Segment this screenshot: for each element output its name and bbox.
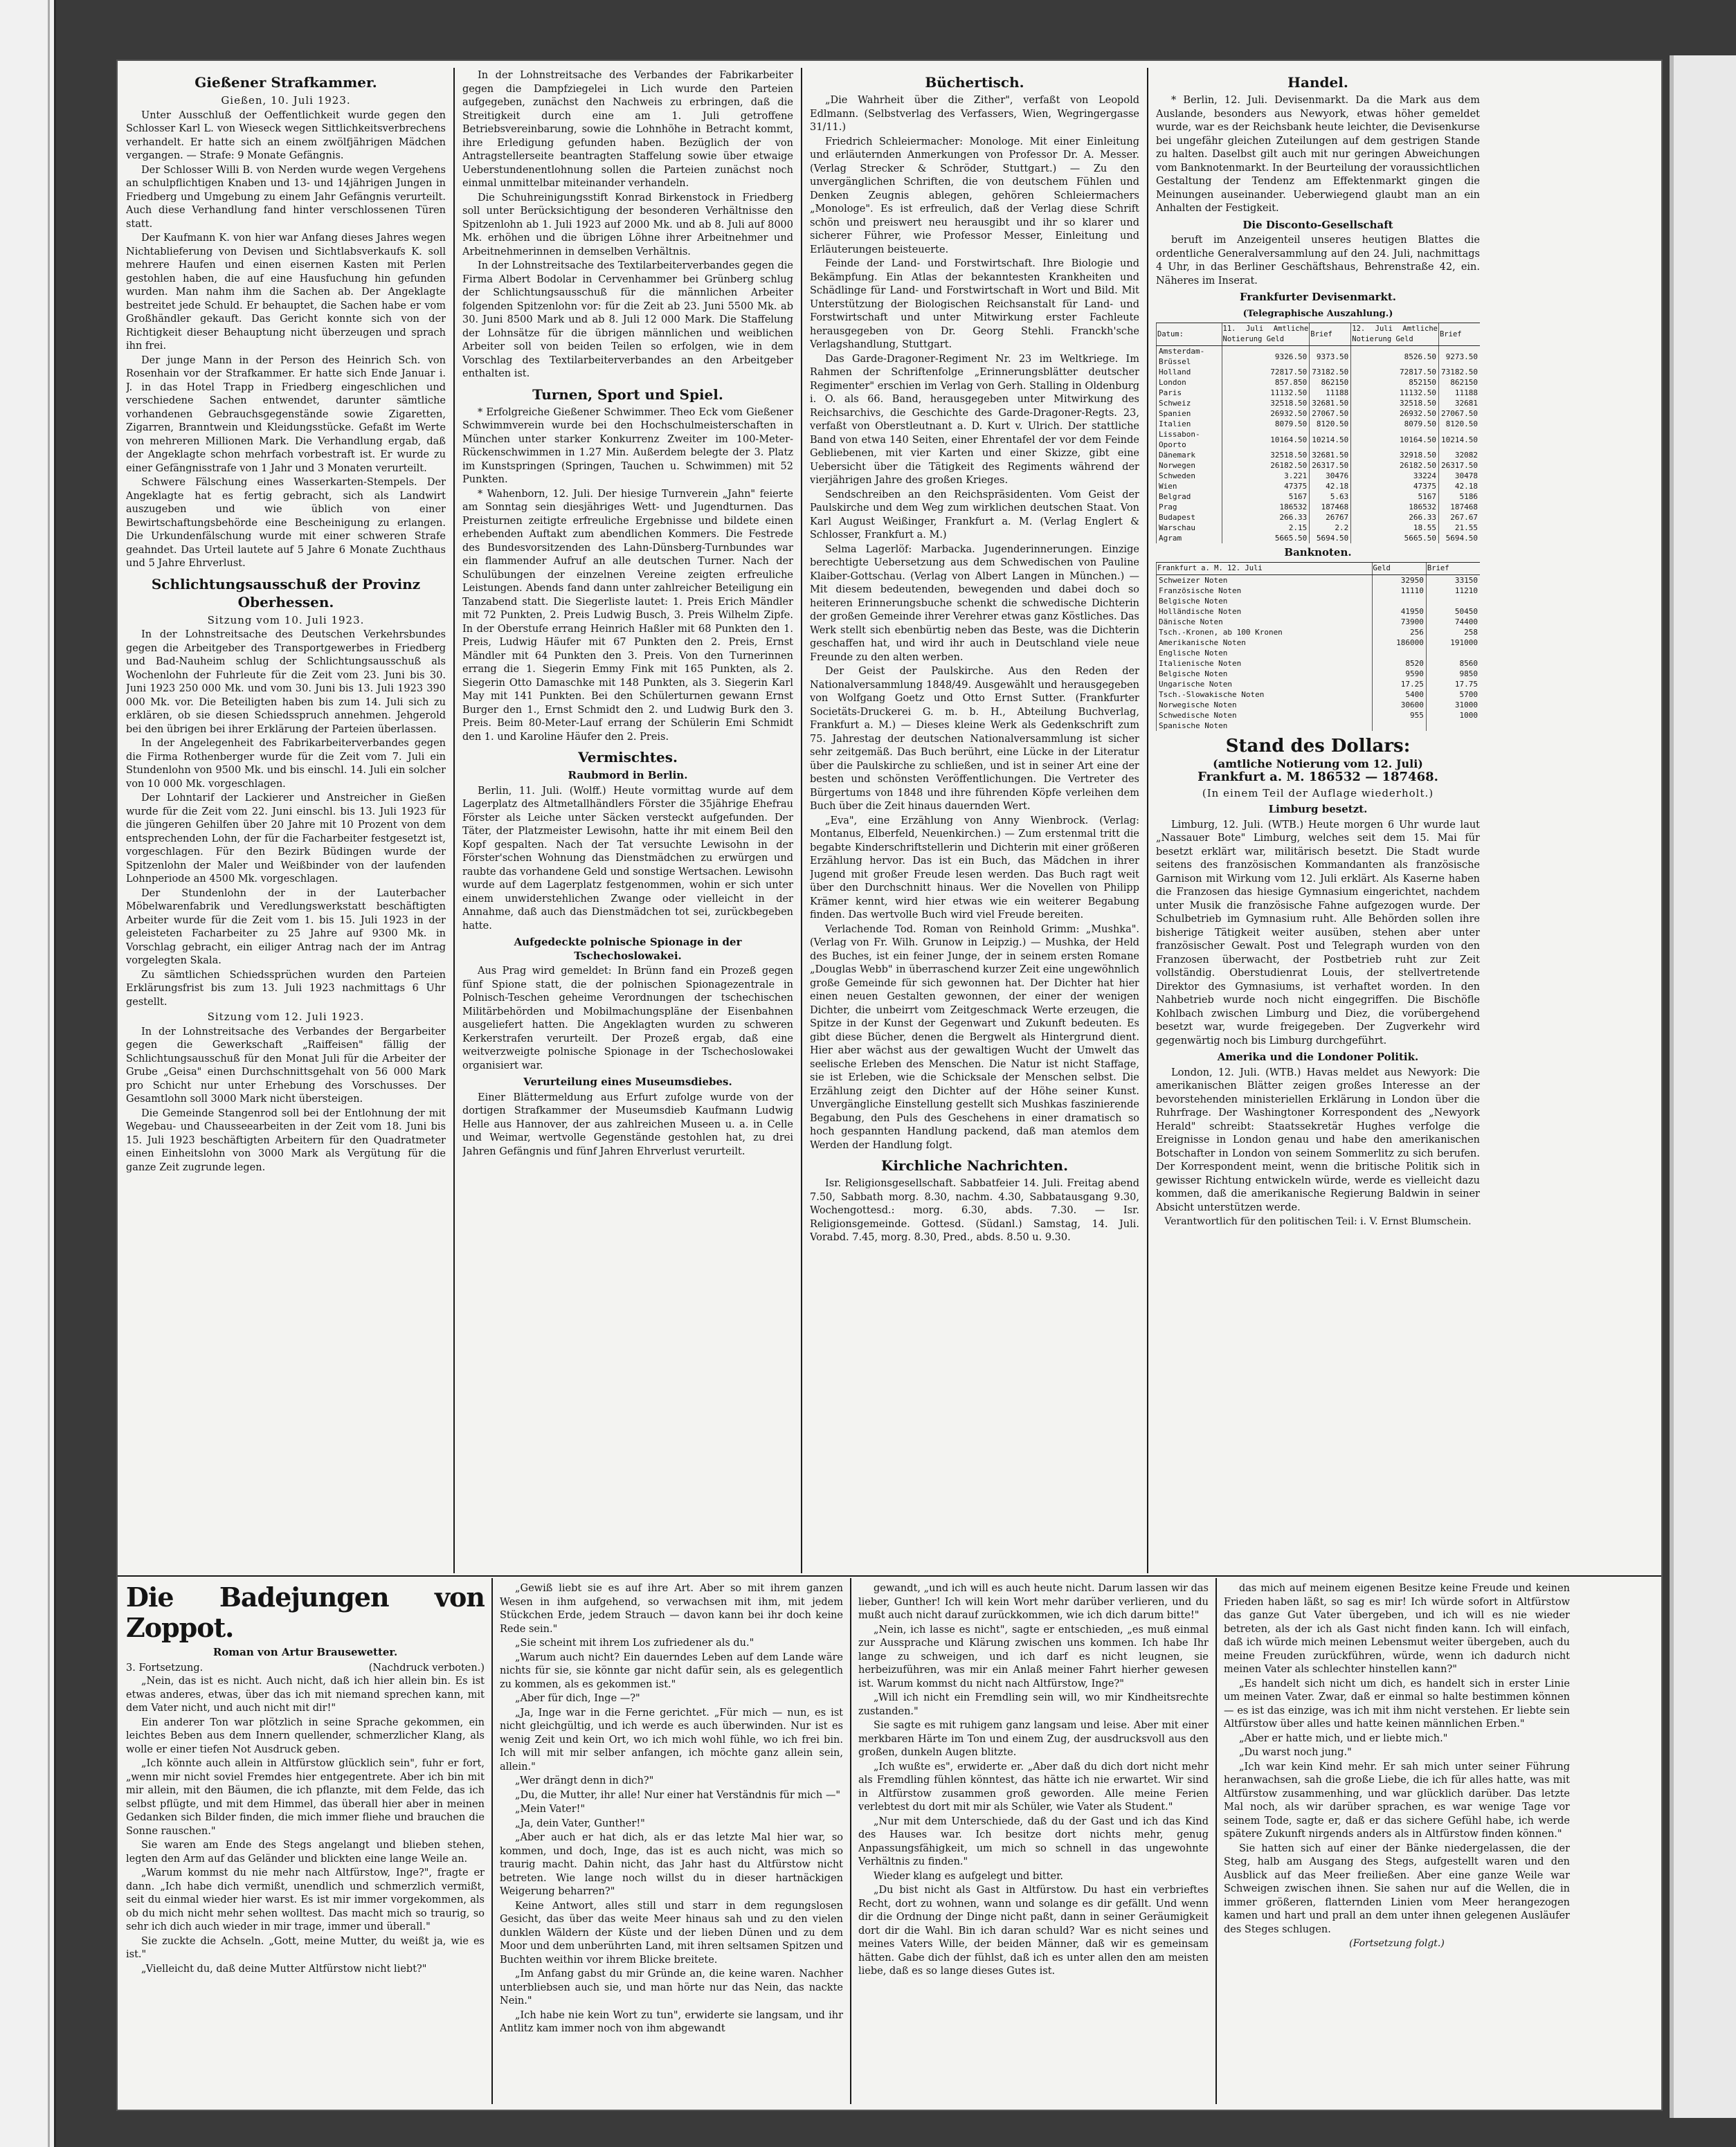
table-cell: 186532 (1222, 502, 1310, 512)
paragraph: Die Gemeinde Stangenrod soll bei der Entlohnung der mit Wegebau- und Chausseearbeiten in der Zeit vom 18. Juni bis 15. Juli 1923 beschäftigten Arbeitern für den Quadratmeter einen Einheitslohn von 3000 Mark als Vergütung für die ganze Zeit zugrunde legen. (126, 1107, 446, 1173)
devisen-table (1156, 323, 1480, 543)
column-rule (453, 68, 455, 1573)
table-cell: Paris (1157, 388, 1222, 398)
column-4 (1156, 69, 1480, 1571)
table-cell: 857.850 (1222, 377, 1310, 388)
table-cell: Schweiz (1157, 398, 1222, 408)
paragraph: „Wer drängt denn in dich?" (515, 1775, 654, 1786)
table-cell: 8560 (1426, 658, 1480, 669)
table-cell (1426, 596, 1480, 606)
table-cell: Tsch.-Kronen, ab 100 Kronen (1157, 627, 1373, 637)
table-cell: Belgische Noten (1157, 669, 1373, 679)
paragraph: „Sie scheint mit ihrem Los zufriedener als du." (515, 1638, 754, 1649)
table-cell: 267.67 (1438, 512, 1480, 523)
table-cell: Französische Noten (1157, 586, 1373, 596)
paragraph: Unter Ausschluß der Oeffentlichkeit wurde gegen den Schlosser Karl L. von Wieseck wegen Sittlichkeitsverbrechens verhandelt. Er hatte sich an einem zwölfjährigen Mädchen vergangen. — Strafe: 9 Monate Gefängnis. (126, 109, 446, 161)
paragraph: Der junge Mann in der Person des Heinrich Sch. von Rosenhain vor der Strafkammer. Er hatte sich Ende Januar i. J. in das Hotel Trapp in Friedberg eingeschlichen und verschiedene Sachen entwendet, darunter sämtliche vorhandenen Gebrauchsgegenstände sowie Zigaretten, Zigarren, Branntwein und Kleidungsstücke. Gefaßt im Werte von mehreren Millionen Mark. Die Verhandlung ergab, daß der Angeklagte schon mehrfach vorbestraft ist. Er wurde zu einer Gefängnisstrafe von 1 Jahr und 3 Monaten verurteilt. (126, 354, 446, 474)
heading-handel: Handel. (1287, 74, 1348, 91)
table-header-cell: Geld (1372, 562, 1426, 574)
table-row (1157, 491, 1481, 502)
paragraph: „Ja, Inge war in die Ferne gerichtet. „Für mich — nun, es ist nicht gleichgültig, und ich werde es auch überwinden. Nur ist es wenig Zeit und kein Ort, wo ich mich wohl fühle, wo ich frei bin. Ich will mit mir selber anfangen, ich möchte ganz allein sein, allein." (500, 1707, 843, 1773)
subheading: Die Disconto-Gesellschaft (1242, 218, 1393, 231)
table-row (1157, 710, 1481, 721)
paragraph: Selma Lagerlöf: Marbacka. Jugenderinnerungen. Einzige berechtigte Uebersetzung aus dem Schwedischen von Pauline Klaiber-Gottschau. (Verlag von Albert Langen in München.) — Mit diesem bedeutenden, bewegenden und dabei doch so heiteren Erinnerungsbuche schenkt die schwedische Dichterin der großen Gemeinde ihrer Verehrer etwas ganz Köstliches. Das Werk stellt sich ebenbürtig neben das Beste, was die Dichterin geschaffen hat, und wird ihr auch in Deutschland viele neue Freunde zu den alten werben. (810, 543, 1139, 663)
table-cell: 42.18 (1310, 481, 1351, 491)
table-row (1157, 512, 1481, 523)
table-row (1157, 648, 1481, 658)
page-edge (1670, 55, 1736, 2118)
table-cell: Belgische Noten (1157, 596, 1373, 606)
serial-column-4 (1224, 1582, 1570, 2103)
paragraph: „Warum auch nicht? Ein dauerndes Leben auf dem Lande wäre nichts für sie, sie könnte gar nicht dafür sein, als es gelegentlich zu kommen, als es gekommen ist." (500, 1651, 843, 1690)
table-cell: 8079.50 (1222, 419, 1310, 429)
subheading: (Telegraphische Auszahlung.) (1242, 308, 1393, 319)
table-cell: Schweizer Noten (1157, 574, 1373, 586)
serial-copyright: (Nachdruck verboten.) (368, 1662, 485, 1674)
serial-meta (126, 1662, 485, 1676)
paragraph: „Ja, dein Vater, Gunther!" (515, 1818, 645, 1829)
table-cell: 9373.50 (1310, 346, 1351, 368)
column-3 (810, 69, 1139, 1571)
table-cell: Tsch.-Slowakische Noten (1157, 689, 1373, 700)
newspaper-page (118, 61, 1661, 2110)
table-row (1157, 408, 1481, 419)
paragraph: Limburg, 12. Juli. (WTB.) Heute morgen 6 Uhr wurde laut „Nassauer Bote" Limburg, welches seit dem 15. Mai für besetzt erklärt war, militärisch besetzt. Die Stadt wurde seitens des französischen Kommandanten als französische Garnison mit Wirkung vom 12. Juli erklärt. Als Kaserne haben die Franzosen das hiesige Gymnasium eingerichtet, nachdem unter Musik die französische Fahne aufgezogen wurde. Der Schulbetrieb im Gymnasium ruht. Alle Behörden sollen ihre bisherige Tätigkeit weiter ausüben, stehen aber unter französischer Gewalt. Post und Telegraph wurden von den Franzosen überwacht, der Postbetrieb ruht zur Zeit vollständig. Oberstudienrat Louis, der stellvertretende Direktor des Gymnasiums, ist verhaftet worden. In den Nahbetrieb wurde noch nicht eingegriffen. Die Bischöfle Kohlbach zwischen Limburg und Diez, die vorübergehend besetzt war, wurde freigegeben. Der Zugverkehr wird gegenwärtig noch bis Limburg durchgeführt. (1156, 819, 1480, 1047)
dollar-title: Stand des Dollars: (1225, 735, 1411, 757)
subheading: Aufgedeckte polnische Spionage in der Tschechoslowakei. (514, 936, 742, 962)
dollar-subtitle: (amtliche Notierung vom 12. Juli) (1213, 757, 1423, 770)
table-cell (1372, 721, 1426, 731)
table-cell: Dänemark (1157, 450, 1222, 460)
column-1 (126, 69, 446, 1571)
heading-kirchliche: Kirchliche Nachrichten. (880, 1157, 1069, 1174)
table-cell: Dänische Noten (1157, 617, 1373, 627)
table-cell: 47375 (1222, 481, 1310, 491)
table-row (1157, 367, 1481, 377)
table-header-cell: Brief (1310, 323, 1351, 346)
table-cell: 5400 (1372, 689, 1426, 700)
heading-buechertisch: Büchertisch. (925, 74, 1024, 91)
column-2 (462, 69, 793, 1571)
dateline: Sitzung vom 10. Juli 1923. (207, 613, 365, 626)
table-cell: 31000 (1426, 700, 1480, 710)
table-cell: 27067.50 (1310, 408, 1351, 419)
paragraph: * Wahenborn, 12. Juli. Der hiesige Turnverein „Jahn" feierte am Sonntag sein diesjähriges Wett- und Jugendturnen. Das Preisturnen zeitigte erfreuliche Ergebnisse und bildete einen erhebenden Auftakt zum abendlichen Kommers. Die Festrede des Bundesvorsitzenden des Lahn-Dünsberg-Turnbundes war ein flammender Aufruf an alle deutschen Turner. Nach der Schulübungen der einzelnen Vereine zeigten erfreuliche Leistungen. Abends fand dann unter zahlreicher Beteiligung ein Tanzabend statt. Die Siegerliste lautet: 1. Preis Erich Mändler mit 72 Punkten, 2. Preis Ludwig Busch, 3. Preis Wilhelm Zipfe. In der Oberstufe errang Heinrich Haßler mit 68 Punkten den 1. Preis, Ludwig Häufer mit 67 Punkten den 2. Preis, Ernst Mändler mit 64 Punkten den 3. Preis. Von den Turnerinnen errang die 1. Siegerin Emmy Fink mit 165 Punkten, als 2. Siegerin Otto Damaschke mit 148 Punkten, als 3. Siegerin Karl May mit 141 Punkten. Bei den Schülerturnen gewann Ernst Burger den 1., Ernst Schmidt den 2. und Ludwig Burk den 3. Preis. Beim 80-Meter-Lauf errang der Schülerin Emi Schmidt den 1. und Karoline Häufer den 2. Preis. (462, 488, 793, 743)
paragraph: Ein anderer Ton war plötzlich in seine Sprache gekommen, ein leichtes Beben aus dem Innern quellender, schmerzlicher Klang, als wolle er einer tiefen Not Ausdruck geben. (126, 1716, 485, 1755)
paragraph: In der Lohnstreitsache des Textilarbeiterverbandes gegen die Firma Albert Bodolar in Cervenhammer bei Grünberg schlug der Schlichtungsausschuß für die männlichen Arbeiter folgenden Spitzenlohn vor: für die Zeit ab 23. Juni 5500 Mk. ab 30. Juni 8500 Mark und ab 8. Juli 12 000 Mark. Die Staffelung der Lohnsätze für die übrigen männlichen und weiblichen Arbeiter soll von beiden Teilen so erfolgen, wie in dem Vorschlag des Textilarbeiterverbandes an den Arbeitgeber enthalten ist. (462, 260, 793, 379)
table-cell: Italienische Noten (1157, 658, 1373, 669)
paragraph: „Es handelt sich nicht um dich, es handelt sich in erster Linie um meinen Vater. Zwar, daß er einmal so halte bestimmen können — es ist das einzige, was ich mit ihm nicht verstehen. Er liebte sein Altfürstow über alles und hatte keinen männlichen Erben." (1224, 1678, 1570, 1730)
table-cell: 5.63 (1310, 491, 1351, 502)
column-rule (850, 1578, 851, 2104)
table-cell: 32518.50 (1222, 450, 1310, 460)
table-cell: Norwegen (1157, 460, 1222, 471)
heading-vermischtes: Vermischtes. (578, 749, 678, 766)
paragraph: Sie sagte es mit ruhigem ganz langsam und leise. Aber mit einer merkbaren Härte im Ton und einem Zug, der ausdrucksvoll aus den großen, dunkeln Augen blitzte. (858, 1720, 1209, 1758)
table-cell (1426, 721, 1480, 731)
table-cell: Wien (1157, 481, 1222, 491)
paragraph: „Mein Vater!" (515, 1804, 586, 1815)
table-cell: Italien (1157, 419, 1222, 429)
table-cell: Englische Noten (1157, 648, 1373, 658)
serial-byline: Roman von Artur Brausewetter. (213, 1646, 398, 1658)
table-row (1157, 721, 1481, 731)
table-row (1157, 669, 1481, 679)
table-row (1157, 429, 1481, 450)
table-row (1157, 637, 1481, 648)
paragraph: das mich auf meinem eigenen Besitze keine Freude und keinen Frieden haben läßt, so sag es mir! Ich würde sofort in Altfürstow das ganze Gut Vater übergeben, und ich will es nie wieder betreten, als der ich als Gast nicht finden kann. Ich will einfach, daß ich würde mich meinen Lebensmut weiter übergeben, auch du meine Freuden zurückführen, würde, wenn ich dadurch nicht meinen Vater als schlechter hinstellen kann?" (1224, 1583, 1570, 1675)
table-cell: 26317.50 (1438, 460, 1480, 471)
table-cell: Warschau (1157, 523, 1222, 533)
serial-column-2 (500, 1582, 843, 2103)
paragraph: „Warum kommst du nie mehr nach Altfürstow, Inge?", fragte er dann. „Ich habe dich vermißt, unendlich und schmerzlich vermißt, seit du einmal wieder hier warst. Es ist mir immer vorgekommen, als ob du mich nicht mehr sehen wolltest. Das macht mich so traurig, so sehr ich dich auch wieder in mir trage, immer und überall." (126, 1867, 485, 1932)
table-cell: 9326.50 (1222, 346, 1310, 368)
table-cell: 11132.50 (1351, 388, 1439, 398)
table-cell: 5694.50 (1310, 533, 1351, 543)
table-header-cell: 11. Juli Amtliche Notierung Geld (1222, 323, 1310, 346)
table-cell: 42.18 (1438, 481, 1480, 491)
table-row (1157, 689, 1481, 700)
paragraph: Isr. Religionsgesellschaft. Sabbatfeier 14. Juli. Freitag abend 7.50, Sabbath morg. 8.30, nachm. 4.30, Sabbatausgang 9.30, Wochengottesd.: morg. 6.30, abds. 7.30. — Isr. Religionsgemeinde. Gottesd. (Südanl.) Samstag, 14. Juli. Vorabd. 7.45, morg. 8.30, Pred., abds. 8.50 u. 9.30. (810, 1178, 1139, 1243)
table-cell: 256 (1372, 627, 1426, 637)
table-cell: 9590 (1372, 669, 1426, 679)
subheading: Limburg besetzt. (1268, 803, 1368, 815)
table-cell: Schwedische Noten (1157, 710, 1373, 721)
table-cell: 18.55 (1351, 523, 1439, 533)
table-cell: 26932.50 (1222, 408, 1310, 419)
paragraph: „Nur mit dem Unterschiede, daß du der Gast und ich das Kind des Hauses war. Ich besitze dort nichts mehr, genug Anpassungsfähigkeit, um mich so schnell in das ungewohnte Verhältnis zu finden." (858, 1815, 1209, 1867)
table-cell (1426, 648, 1480, 658)
paragraph: „Du bist nicht als Gast in Altfürstow. Du hast ein verbrieftes Recht, dort zu wohnen, wann und solange es dir gefällt. Und wenn dir die Ordnung der Dinge nicht paßt, dann in seiner Geräumigkeit dort dir die Wahl. Bin ich daran schuld? War es nicht seines und meines Vaters Wille, der beiden Männer, daß wir es gemeinsam hätten. Gabe dich der fühlst, daß ich es unter allen den am meisten liebe, daß es so lange dieses Gutes ist. (858, 1885, 1209, 1977)
paragraph: „Aber er hatte mich, und er liebte mich." (1239, 1732, 1448, 1744)
paragraph: Sie hatten sich auf einer der Bänke niedergelassen, die der Steg, halb am Ausgang des Stegs, aufgestellt waren und den Ausblick auf das Meer freiließen. Aber eine ganze Weile war Schweigen zwischen ihnen. Sie sahen nur auf die Wellen, die in immer größeren, flatternden Linien vom Meer herangezogen kamen und hart und prall an dem unter ihnen gelegenen Ausläufer des Steges schlugen. (1224, 1842, 1570, 1935)
paragraph: In der Lohnstreitsache des Deutschen Verkehrsbundes gegen die Arbeitgeber des Transportgewerbes in Friedberg und Bad-Nauheim schlug der Schlichtungsausschuß als Wochenlohn der Fuhrleute für die Zeit vom 23. Juni bis 30. Juni 1923 250 000 Mk. und vom 30. Juni bis 13. Juli 1923 390 000 Mk. vor. Die Beteiligten haben bis zum 14. Juli sich zu erklären, ob sie diesen Schiedsspruch annehmen. Jehgerold bei den übrigen bei ihrer Erklärung der Parteien überlassen. (126, 629, 446, 735)
table-cell: 1000 (1426, 710, 1480, 721)
heading-schlichtung: Schlichtungsausschuß der Provinz Oberhessen. (151, 575, 421, 610)
dateline: Sitzung vom 12. Juli 1923. (207, 1011, 365, 1023)
table-cell: 32918.50 (1351, 450, 1439, 460)
paragraph: „Nein, das ist es nicht. Auch nicht, daß ich hier allein bin. Es ist etwas anderes, etwas, über das ich mit niemand sprechen kann, mit dem Vater nicht, und auch nicht mit dir!" (126, 1676, 485, 1714)
table-cell: London (1157, 377, 1222, 388)
paragraph: „Ich habe nie kein Wort zu tun", erwiderte sie langsam, und ihr Antlitz kam immer noch von ihm abgewandt (500, 2009, 843, 2034)
table-cell: Agram (1157, 533, 1222, 543)
paragraph: „Aber auch er hat dich, als er das letzte Mal hier war, so kommen, und doch, Inge, das ist es auch nicht, was mich so traurig macht. Dahin nicht, das Jahr hast du Altfürstow nicht betreten. Wie lange noch willst du in dieser hartnäckigen Weigerung beharren?" (500, 1832, 843, 1897)
table-cell: 21.55 (1438, 523, 1480, 533)
responsible-editor: Verantwortlich für den politischen Teil: i. V. Ernst Blumschein. (1164, 1216, 1472, 1227)
table-cell: Amerikanische Noten (1157, 637, 1373, 648)
table-cell: Budapest (1157, 512, 1222, 523)
table-cell: 30600 (1372, 700, 1426, 710)
table-cell: 32082 (1438, 450, 1480, 460)
table-cell: 32681 (1438, 398, 1480, 408)
paragraph: „Ich könnte auch allein in Altfürstow glücklich sein", fuhr er fort, „wenn mir nicht soviel Fremdes hier entgegentrete. Aber ich bin mit mir allein, mit den Bäumen, die ich pflanzte, mit dem Felde, das ich selbst pflügte, und mit dem Himmel, das überall hier aber in meinen Gedanken sich Bilder finden, die mich immer fliehe und brauchen die Sonne rauschen." (126, 1758, 485, 1837)
table-cell: 72817.50 (1222, 367, 1310, 377)
table-cell: Amsterdam-Brüssel (1157, 346, 1222, 368)
table-cell: 27067.50 (1438, 408, 1480, 419)
table-cell: 5665.50 (1222, 533, 1310, 543)
table-cell: 32681.50 (1310, 398, 1351, 408)
table-row (1157, 523, 1481, 533)
table-row (1157, 617, 1481, 627)
table-cell: 266.33 (1222, 512, 1310, 523)
table-cell: Holland (1157, 367, 1222, 377)
table-cell: 32681.50 (1310, 450, 1351, 460)
table-cell: 73182.50 (1310, 367, 1351, 377)
paragraph: In der Angelegenheit des Fabrikarbeiterverbandes gegen die Firma Rothenberger wurde für die Zeit vom 7. Juli ein Stundenlohn von 9500 Mk. und bis einschl. 14. Juli ein solcher von 10 000 Mk. vorgeschlagen. (126, 738, 446, 790)
serial-installment: 3. Fortsetzung. (126, 1662, 204, 1674)
table-cell: 5694.50 (1438, 533, 1480, 543)
paragraph: Sie zuckte die Achseln. „Gott, meine Mutter, du weißt ja, wie es ist." (126, 1935, 485, 1960)
table-cell: 5665.50 (1351, 533, 1439, 543)
paragraph: gewandt, „und ich will es auch heute nicht. Darum lassen wir das lieber, Gunther! Ich will kein Wort mehr darüber verlieren, und du mußt auch nicht darauf zurückkommen, wie ich dich darum bitte!" (858, 1583, 1209, 1621)
paragraph: „Eva", eine Erzählung von Anny Wienbrock. (Verlag: Montanus, Elberfeld, Neuenkirchen.) — Zum erstenmal tritt die begabte Kinderschriftstellerin und Dichterin mit einer größeren Erzählung hervor. Das ist ein Buch, das Mädchen in ihrer Jugend mit großer Freude lesen werden. Das Buch ragt weit über den Durchschnitt hinaus. Wer die Novellen von Philipp Krämer kennt, wird hier etwas wie ein weiterer Begabung finden. Das wertvolle Buch wird viel Freude bereiten. (810, 815, 1139, 921)
paragraph: „Die Wahrheit über die Zither", verfaßt von Leopold Edlmann. (Selbstverlag des Verfassers, Wien, Wegringergasse 31/11.) (810, 95, 1139, 133)
paragraph: Die Schuhreinigungsstift Konrad Birkenstock in Friedberg soll unter Berücksichtigung der besonderen Verhältnisse den Spitzenlohn ab 1. Juli 1923 auf 2000 Mk. und ab 8. Juli auf 8000 Mk. erhöhen und die übrigen Löhne ihrer Arbeitnehmer und Arbeitnehmerinnen in demselben Verhältnis. (462, 192, 793, 257)
paragraph: Wieder klang es aufgelegt und bitter. (874, 1870, 1064, 1882)
table-cell: 30478 (1438, 471, 1480, 481)
table-cell: 8520 (1372, 658, 1426, 669)
table-row (1157, 481, 1481, 491)
table-row (1157, 398, 1481, 408)
table-cell: 11188 (1310, 388, 1351, 398)
paragraph: London, 12. Juli. (WTB.) Havas meldet aus Newyork: Die amerikanischen Blätter zeigen großes Interesse an der bevorstehenden ministeriellen Erklärung in London über die Ruhrfrage. Der Washingtoner Korrespondent des „Newyork Herald" schreibt: Staatssekretär Hughes verfolge die Ereignisse in London genau und habe den amerikanischen Botschafter in London von seinem Sommerlitz zu sich berufen. Der Korrespondent meint, wenn die britische Politik sich in gewisser Richtung entwickeln würde, werde es vielleicht dazu kommen, daß die amerikanische Regierung Baldwin in seiner Absicht unterstützen werde. (1156, 1067, 1480, 1213)
serial-title: Die Badejungen von Zoppot. (126, 1582, 485, 1643)
table-cell: 9273.50 (1438, 346, 1480, 368)
serial-continued: (Fortsetzung folgt.) (1349, 1938, 1445, 1949)
table-row (1157, 346, 1481, 368)
paragraph: Berlin, 11. Juli. (Wolff.) Heute vormittag wurde auf dem Lagerplatz des Altmetallhändlers Förster die 35jährige Ehefrau Förster als Leiche unter Säcken versteckt aufgefunden. Der Täter, der Platzmeister Lewisohn, hatte ihr mit einem Beil den Kopf gespalten. Nach der Tat versuchte Lewisohn in der Förster'schen Wohnung das Dienstmädchen zu erwürgen und raubte das vorhandene Geld und sonstige Wertsachen. Lewisohn wurde auf dem Lagerplatz festgenommen, wohin er sich unter einem unwiderstehlichen Zwange oder vielleicht in der Annahme, daß auch das Dienstmädchen tot sei, zurückbegeben hatte. (462, 785, 793, 932)
paragraph: beruft im Anzeigenteil unseres heutigen Blattes die ordentliche Generalversammlung auf den 24. Juli, nachmittags 4 Uhr, in das Berliner Geschäftshaus, Behrenstraße 42, ein. Näheres im Inserat. (1156, 235, 1480, 287)
subheading: Banknoten. (1284, 546, 1352, 559)
subheading: Raubmord in Berlin. (568, 769, 688, 781)
table-cell: 41950 (1372, 606, 1426, 617)
subheading: Frankfurter Devisenmarkt. (1239, 291, 1397, 303)
table-cell: 955 (1372, 710, 1426, 721)
table-row (1157, 471, 1481, 481)
table-row (1157, 388, 1481, 398)
table-cell: 10214.50 (1438, 429, 1480, 450)
paragraph: „Nein, ich lasse es nicht", sagte er entschieden, „es muß einmal zur Aussprache und Klärung zwischen uns kommen. Ich habe Ihr lange zu schweigen, und ich darf es nicht leugnen, sie herbeizuführen, was mir ein Anlaß meiner Fahrt hierher gewesen ist. Warum kommst du nicht nach Altfürstow, Inge?" (858, 1624, 1209, 1689)
table-cell: 26317.50 (1310, 460, 1351, 471)
table-cell: 73900 (1372, 617, 1426, 627)
paragraph: Sie waren am Ende des Stegs angelangt und blieben stehen, legten den Arm auf das Geländer und blickten eine lange Weile an. (126, 1840, 485, 1865)
table-row (1157, 586, 1481, 596)
paragraph: Zu sämtlichen Schiedssprüchen wurden den Parteien Erklärungsfrist bis zum 13. Juli 1923 nachmittags 6 Uhr gestellt. (126, 969, 446, 1008)
table-cell: Spanische Noten (1157, 721, 1373, 731)
table-cell: Norwegische Noten (1157, 700, 1373, 710)
paragraph: Sendschreiben an den Reichspräsidenten. Vom Geist der Paulskirche und dem Weg zum wirklichen deutschen Staat. Von Karl August Weißinger, Frankfurt a. M. (Verlag Englert & Schlosser, Frankfurt a. M.) (810, 489, 1139, 541)
paragraph: Der Lohntarif der Lackierer und Anstreicher in Gießen wurde für die Zeit vom 22. Juni einschl. bis 13. Juli 1923 für die jüngeren Gehilfen über 20 Jahre mit 10 Prozent von dem entsprechenden Lohn, der für die Facharbeiter festgesetzt ist, vorgeschlagen. Für den Bezirk Büdingen wurde der Spitzenlohn der Maler und Weißbinder von der laufenden Lohnperiode an 4500 Mk. vorgeschlagen. (126, 792, 446, 885)
table-cell: 191000 (1426, 637, 1480, 648)
table-cell: 852150 (1351, 377, 1439, 388)
table-cell: 33224 (1351, 471, 1439, 481)
table-header-cell: Brief (1426, 562, 1480, 574)
table-cell: 11210 (1426, 586, 1480, 596)
heading-strafkammer: Gießener Strafkammer. (195, 74, 377, 91)
table-row (1157, 627, 1481, 637)
column-rule (1147, 68, 1148, 1573)
paragraph: Der Kaufmann K. von hier war Anfang dieses Jahres wegen Nichtablieferung von Devisen und Sichtlabsverkaufs K. soll mehrere Haufen und einen eisernen Kasten mit Perlen gestohlen haben, die auf eine Hausfuchung hin gefunden wurden. Man nahm ihm die Sachen ab. Der Angeklagte bestreitet jede Schuld. Er behauptet, die Sachen habe er vom Großhändler gekauft. Das Gericht konnte sich von der Richtigkeit dieser Behauptung nicht überzeugen und sprach ihn frei. (126, 233, 446, 352)
banknoten-table (1156, 562, 1480, 731)
table-header-cell: Frankfurt a. M. 12. Juli (1157, 562, 1373, 574)
paragraph: Friedrich Schleiermacher: Monologe. Mit einer Einleitung und erläuternden Anmerkungen von Professor Dr. A. Messer. (Verlag Strecker & Schröder, Stuttgart.) — Zu den unvergänglichen Schriften, die von deutschem Fühlen und Denken Zeugnis ablegen, gehören Schleiermachers „Monologe". Es ist erfreulich, daß der Verlag diese Schrift schön und preiswert neu herausgibt und ihr so klarer und sicherer Führer, wie Professor Messer, Einleitung und Erläuterungen beisteuerte. (810, 136, 1139, 255)
table-row (1157, 502, 1481, 512)
table-row (1157, 658, 1481, 669)
table-cell: 26182.50 (1351, 460, 1439, 471)
table-cell: 266.33 (1351, 512, 1439, 523)
paragraph: „Ich wußte es", erwiderte er. „Aber daß du dich dort nicht mehr als Fremdling fühlen könntest, das hätte ich nie erwartet. Wir sind in Altfürstow zusammen groß geworden. Alle meine Ferien verlebtest du dort mit mir als Schüler, wie Vater als Student." (858, 1761, 1209, 1813)
serial-column-1 (126, 1582, 485, 2103)
table-cell: 10164.50 (1222, 429, 1310, 450)
table-cell: 8079.50 (1351, 419, 1439, 429)
table-cell: 186000 (1372, 637, 1426, 648)
subheading: Amerika und die Londoner Politik. (1217, 1051, 1419, 1063)
paragraph: In der Lohnstreitsache des Verbandes der Fabrikarbeiter gegen die Dampfziegelei in Lich wurde den Parteien aufgegeben, zunächst den Nachweis zu erbringen, daß die Streitigkeit durch eine am 1. Juli getroffene Betriebsvereinbarung, sowie die Lohnhöhe in Betracht kommt, ihre Erledigung gefunden haben. Bezüglich der von Antragstellerseite beantragten Staffelung sowie über etwaige Ueberstundenentlohnung sollen die Parteien zunächst noch einmal unmittelbar miteinander verhandeln. (462, 70, 793, 189)
table-cell: 862150 (1310, 377, 1351, 388)
heading-sport: Turnen, Sport und Spiel. (532, 386, 723, 403)
edition-note: (In einem Teil der Auflage wiederholt.) (1202, 786, 1434, 799)
table-cell: Holländische Noten (1157, 606, 1373, 617)
table-header-cell: 12. Juli Amtliche Notierung Geld (1351, 323, 1439, 346)
paragraph: Keine Antwort, alles still und starr in dem regungslosen Gesicht, das über das weite Meer hinaus sah und zu den vielen dunklen Wäldern der Küste und der lieben Dünen und zu dem Moor und dem unberührten Land, mit ihren seltsamen Spitzen und Buchten weithin vor ihrem Blicke breitete. (500, 1900, 843, 1966)
paragraph: Der Stundenlohn der in der Lauterbacher Möbelwarenfabrik und Veredlungswerkstatt beschäftigten Arbeiter wurde für die Zeit vom 1. bis 15. Juli 1923 in der geleisteten Facharbeiter zu 25 Jahre auf 9300 Mk. in Vorschlag gebracht, ein eiliger Antrag nach der im Antrag vorgelegten Skala. (126, 887, 446, 966)
table-cell: 2.15 (1222, 523, 1310, 533)
table-cell: 8120.50 (1310, 419, 1351, 429)
table-cell: 10214.50 (1310, 429, 1351, 450)
table-cell (1372, 648, 1426, 658)
table-cell: 33150 (1426, 574, 1480, 586)
dateline: Gießen, 10. Juli 1923. (221, 94, 351, 107)
table-cell: 187468 (1310, 502, 1351, 512)
paragraph: „Du, die Mutter, ihr alle! Nur einer hat Verständnis für mich —" (515, 1789, 840, 1801)
table-cell: Prag (1157, 502, 1222, 512)
table-cell (1372, 596, 1426, 606)
dollar-value: Frankfurt a. M. 186532 — 187468. (1197, 770, 1438, 784)
subheading: Verurteilung eines Museumsdiebes. (523, 1076, 732, 1088)
table-row (1157, 533, 1481, 543)
book-binding (0, 0, 56, 2147)
table-cell: 32950 (1372, 574, 1426, 586)
paragraph: „Im Anfang gabst du mir Gründe an, die keine waren. Nachher unterbliebsen auch sie, und man hörte nur das Nein, das nackte Nein." (500, 1968, 843, 2006)
paragraph: „Vielleicht du, daß deine Mutter Altfürstow nicht liebt?" (141, 1963, 427, 1975)
table-cell: 5167 (1222, 491, 1310, 502)
table-cell: Schweden (1157, 471, 1222, 481)
table-cell: 32518.50 (1351, 398, 1439, 408)
table-cell: 30476 (1310, 471, 1351, 481)
table-cell: 187468 (1438, 502, 1480, 512)
paragraph: Der Schlosser Willi B. von Nerden wurde wegen Vergehens an schulpflichtigen Knaben und 13- und 14jährigen Jungen in Friedberg und Umgebung zu einem Jahr Gefängnis verurteilt. Auch diese Verhandlung fand hinter verschlossenen Türen statt. (126, 164, 446, 230)
table-row (1157, 377, 1481, 388)
paragraph: „Will ich nicht ein Fremdling sein will, wo mir Kindheitsrechte zustanden." (858, 1692, 1209, 1717)
table-row (1157, 606, 1481, 617)
paragraph: „Aber für dich, Inge —?" (515, 1693, 640, 1704)
table-cell: 26932.50 (1351, 408, 1439, 419)
table-cell: 17.75 (1426, 679, 1480, 689)
paragraph: * Erfolgreiche Gießener Schwimmer. Theo Eck vom Gießener Schwimmverein wurde bei den Hochschulmeisterschaften in München unter starker Konkurrenz Zweiter im 100-Meter-Rückenschwimmen in 1.27 Min. Außerdem belegte der 3. Platz im Kunstspringen (Springen, Tauchen u. Schwimmen) mit 52 Punkten. (462, 406, 793, 485)
table-cell: 3.221 (1222, 471, 1310, 481)
table-cell: 186532 (1351, 502, 1439, 512)
table-cell: 26182.50 (1222, 460, 1310, 471)
paragraph: „Ich war kein Kind mehr. Er sah mich unter seiner Führung heranwachsen, sah die große Liebe, die ich für alles hatte, was mit Altfürstow zusammenhing, und war glücklich darüber. Das letzte Mal noch, als wir darüber sprachen, es war wenige Tage vor seinem Tode, sagte er, daß er das sichere Gefühl habe, ich werde spätere Zukunft nirgends anders als in Altfürstow finden können." (1224, 1761, 1570, 1840)
table-row (1157, 460, 1481, 471)
table-cell: 11188 (1438, 388, 1480, 398)
serial-column-3 (858, 1582, 1209, 2103)
paragraph: Der Geist der Paulskirche. Aus den Reden der Nationalversammlung 1848/49. Ausgewählt und herausgegeben von Wolfgang Goetz und Otto Ernst Sutter. (Frankfurter Societäts-Druckerei G. m. b. H., Abteilung Buchverlag, Frankfurt a. M.) — Dieses kleine Werk als Gedenkschrift zum 75. Jahrestag der deutschen Nationalversammlung ist sicher sehr zeitgemäß. Das Buch berührt, eine Lücke in der Literatur über die Paulskirche zu schließen, und ist in seiner Art eine der besten und schönsten Veröffentlichungen. Die Vertreter des Bürgertums von 1848 und ihre führenden Köpfe verleihen dem Buch über die Zeit hinaus dauernden Wert. (810, 666, 1139, 812)
table-cell: 9850 (1426, 669, 1480, 679)
column-rule (801, 68, 802, 1573)
table-cell: 5700 (1426, 689, 1480, 700)
table-row (1157, 700, 1481, 710)
paragraph: Aus Prag wird gemeldet: In Brünn fand ein Prozeß gegen fünf Spione statt, die der polnischen Spionagezentrale in Polnisch-Teschen geheime Verordnungen der tschechischen Militärbehörden und Mobilmachungspläne der Eisenbahnen ausgeliefert hatten. Die Angeklagten wurden zu schweren Kerkerstrafen verurteilt. Der Prozeß ergab, daß eine weitverzweigte polnische Spionage in der Tschechoslowakei organisiert war. (462, 966, 793, 1071)
table-cell: 10164.50 (1351, 429, 1439, 450)
section-rule (118, 1575, 1661, 1577)
dollar-box (1156, 735, 1480, 784)
table-cell: 11110 (1372, 586, 1426, 596)
table-cell: 26767 (1310, 512, 1351, 523)
table-cell: Spanien (1157, 408, 1222, 419)
table-cell: 8526.50 (1351, 346, 1439, 368)
table-cell: 862150 (1438, 377, 1480, 388)
table-header-cell: Brief (1438, 323, 1480, 346)
table-cell: 72817.50 (1351, 367, 1439, 377)
table-row (1157, 596, 1481, 606)
table-cell: 258 (1426, 627, 1480, 637)
table-cell: 8120.50 (1438, 419, 1480, 429)
table-header-cell: Datum: (1157, 323, 1222, 346)
table-cell: 73182.50 (1438, 367, 1480, 377)
paragraph: Das Garde-Dragoner-Regiment Nr. 23 im Weltkriege. Im Rahmen der Schriftenfolge „Erinnerungsblätter deutscher Regimenter" erschien im Verlag von Gerh. Stalling in Oldenburg i. O. als 66. Band, herausgegeben unter Mitwirkung des Reichsarchivs, die Geschichte des Garde-Dragoner-Regts. 23, verfaßt von Oberstleutnant a. D. Kurt v. Ulrich. Der stattliche Band von etwa 140 Seiten, einer Ehrentafel der vor dem Feinde Gebliebenen, mit vier Karten und einer Skizze, gibt eine Uebersicht über die Tätigkeit des Regiments während der vierjährigen Jahre des großen Krieges. (810, 353, 1139, 486)
table-cell: 50450 (1426, 606, 1480, 617)
table-cell: Lissabon-Oporto (1157, 429, 1222, 450)
column-rule (491, 1578, 493, 2104)
paragraph: „Gewiß liebt sie es auf ihre Art. Aber so mit ihrem ganzen Wesen in ihm aufgehend, so verwachsen mit ihm, mit jedem Stückchen Erde, jedem Strauch — davon kann bei ihr doch keine Rede sein." (500, 1583, 843, 1635)
paragraph: * Berlin, 12. Juli. Devisenmarkt. Da die Mark aus dem Auslande, besonders aus Newyork, etwas höher gemeldet wurde, war es der Reichsbank heute leichter, die Devisenkurse bei ungefähr gleichen Zuteilungen auf dem gestrigen Stande zu halten. Daselbst gilt auch mit nur geringen Abweichungen vom Banknotenmarkt. In der Beurteilung der voraussichtlichen Gestaltung der Tendenz am Effektenmarkt gingen die Meinungen auseinander. Ueberwiegend glaubt man an ein Anhalten der Festigkeit. (1156, 95, 1480, 214)
paragraph: In der Lohnstreitsache des Verbandes der Bergarbeiter gegen die Gewerkschaft „Raiffeisen" fällig der Schlichtungsausschuß für den Monat Juli für die Arbeiter der Grube „Geisa" einen Durchschnittsgehalt von 56 000 Mark pro Schicht nur unter Erhebung des Vorschusses. Der Gesamtlohn soll 3000 Mark nicht übersteigen. (126, 1026, 446, 1105)
table-cell: 2.2 (1310, 523, 1351, 533)
table-row (1157, 574, 1481, 586)
table-cell: 11132.50 (1222, 388, 1310, 398)
table-cell: 32518.50 (1222, 398, 1310, 408)
paragraph: „Du warst noch jung." (1239, 1747, 1352, 1758)
paragraph: Feinde der Land- und Forstwirtschaft. Ihre Biologie und Bekämpfung. Ein Atlas der bekanntesten Krankheiten und Schädlinge für Land- und Forstwirtschaft in Wort und Bild. Mit Unterstützung der Biologischen Reichsanstalt für Land- und Forstwirtschaft und unter Mitwirkung erster Fachleute herausgegeben von Dr. Georg Stehli. Franckh'sche Verlagshandlung, Stuttgart. (810, 258, 1139, 350)
table-cell: Ungarische Noten (1157, 679, 1373, 689)
table-cell: 47375 (1351, 481, 1439, 491)
table-row (1157, 419, 1481, 429)
table-row (1157, 679, 1481, 689)
table-cell: 5186 (1438, 491, 1480, 502)
paragraph: Einer Blättermeldung aus Erfurt zufolge wurde von der dortigen Strafkammer der Museumsdieb Kaufmann Ludwig Helle aus Hannover, der aus zahlreichen Museen u. a. in Celle und Weimar, wertvolle Gegenstände gestohlen hat, zu drei Jahren Gefängnis und fünf Jahren Ehrverlust verurteilt. (462, 1091, 793, 1157)
table-cell: 74400 (1426, 617, 1480, 627)
paragraph: Schwere Fälschung eines Wasserkarten-Stempels. Der Angeklagte hat es fertig gebracht, sich als Landwirt auszugeben und wie üblich von einer Bewirtschaftungsbehörde eine Bescheinigung zu erlangen. Die Urkundenfälschung wurde mit einer schweren Strafe geahndet. Das Urteil lautete auf 5 Jahre 6 Monate Zuchthaus und 5 Jahre Ehrverlust. (126, 477, 446, 569)
table-cell: 17.25 (1372, 679, 1426, 689)
table-cell: Belgrad (1157, 491, 1222, 502)
paragraph: Verlachende Tod. Roman von Reinhold Grimm: „Mushka". (Verlag von Fr. Wilh. Grunow in Leipzig.) — Mushka, der Held des Buches, ist ein feiner Junge, der in seinem ersten Romane „Douglas Webb" in überraschend kurzer Zeit eine ungewöhnlich große Gemeinde für sich gewonnen hat. Der Dichter hat hier einen neuen Gestalten gewonnen, der einer der wenigen Dichter, die unbeirrt vom Zeitgeschmack Werte erzeugen, die Spitze in der Kunst der Gegenwart und Zukunft bedeuten. Es gibt diese Bücher, denen die Bergwelt als Hintergrund dient. Hier aber wächst aus der gewaltigen Wucht der Umwelt das seelische Erleben des Menschen. Die Natur ist nicht Staffage, sie ist Erleben, wie die Schicksale der Menschen selbst. Die Erzählung zeigt den Dichter auf der Höhe seiner Kunst. Unvergängliche Einstellung gestellt sich Mushkas faszinierende Begabung, den Puls des Geschehens in einer dramatisch so hoch gespannten Handlung packend, daß man atemlos dem Werden der Handlung folgt. (810, 923, 1139, 1151)
table-row (1157, 450, 1481, 460)
table-cell: 5167 (1351, 491, 1439, 502)
column-rule (1215, 1578, 1217, 2104)
